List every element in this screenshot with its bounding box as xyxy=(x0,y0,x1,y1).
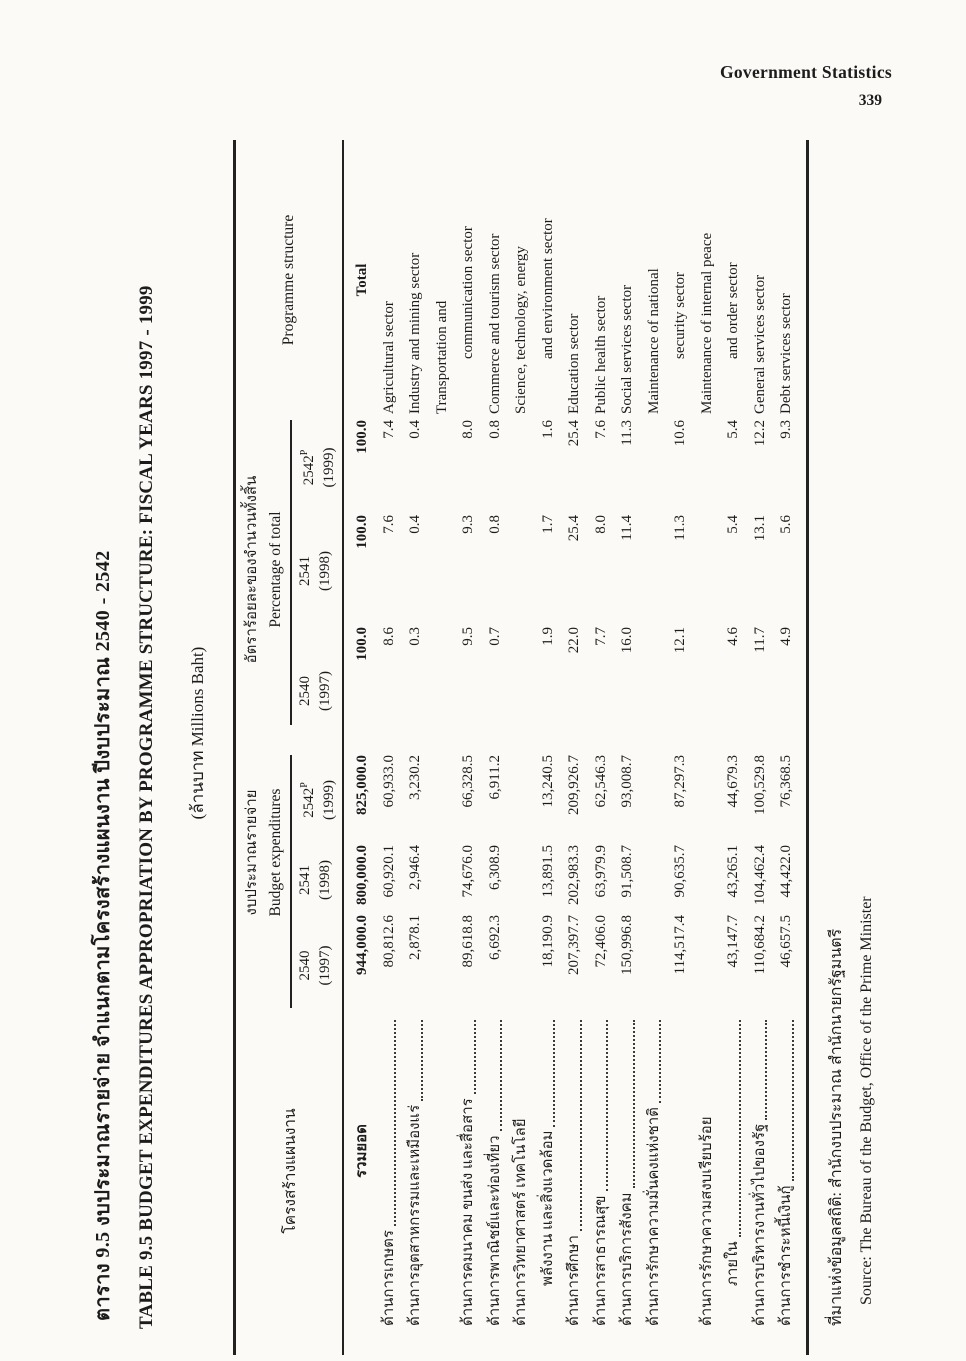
value-cell: 0.8 xyxy=(486,515,503,534)
source-note-english: Source: The Bureau of the Budget, Office of the Prime Minister xyxy=(858,896,875,1305)
row-label-thai xyxy=(349,1016,376,1326)
value-cell: 6,911.2 xyxy=(486,755,503,800)
value-cell: 0.4 xyxy=(407,420,423,439)
dotted-leader xyxy=(421,1020,423,1101)
table-row xyxy=(641,140,668,1326)
group-header-thai: อัตราร้อยละของจำนวนทั้งสิ้น xyxy=(244,475,260,664)
row-label-english: Maintenance of internal peace xyxy=(698,232,715,414)
value-cell: 5.4 xyxy=(725,515,741,534)
group-underline-rule xyxy=(290,420,292,725)
value-cell: 60,920.1 xyxy=(380,845,397,898)
value-cell: 0.4 xyxy=(407,515,423,534)
group-header-english: Budget expenditures xyxy=(267,788,284,917)
value-cell: 76,368.5 xyxy=(778,755,794,808)
value-cell: 9.5 xyxy=(460,627,476,646)
value-cell: 7.6 xyxy=(592,420,609,439)
column-group-budget-expenditures xyxy=(236,755,342,1016)
table-title-english: TABLE 9.5 BUDGET EXPENDITURES APPROPRIATION BY PROGRAMME STRUCTURE: FISCAL YEARS 1997 - 1999 xyxy=(136,285,157,1329)
dotted-leader xyxy=(580,1020,582,1231)
value-cell: 13,891.5 xyxy=(539,845,556,898)
value-cell xyxy=(508,627,535,755)
value-cell: 10.6 xyxy=(672,420,688,447)
value-cell: 66,328.5 xyxy=(460,755,476,808)
value-cell: 2,946.4 xyxy=(407,845,423,890)
value-cell: 114,517.4 xyxy=(672,915,688,975)
value-cell: 74,676.0 xyxy=(460,845,476,898)
row-label-thai-text: ด้านการพาณิชย์และท่องเที่ยว xyxy=(486,1135,503,1326)
row-label-thai-text: ด้านการชำระหนี้เงินกู้ xyxy=(778,1185,794,1326)
value-cell: 100.0 xyxy=(354,515,370,549)
dotted-leader xyxy=(633,1020,635,1188)
value-cell: 2,878.1 xyxy=(407,915,423,960)
value-cell: 6,692.3 xyxy=(486,915,503,960)
value-cell: 11.4 xyxy=(619,515,635,541)
table-row xyxy=(720,140,747,1326)
value-cell xyxy=(694,420,721,515)
value-cell: 62,546.3 xyxy=(592,755,609,808)
value-cell xyxy=(508,755,535,845)
table-row xyxy=(561,140,588,1326)
row-label-english: General services sector xyxy=(751,274,768,414)
value-cell: 8.0 xyxy=(592,515,609,534)
value-cell: 43,147.7 xyxy=(725,915,741,968)
row-label-thai xyxy=(402,1016,429,1326)
row-label-thai-text: ด้านการบริการสังคม xyxy=(619,1192,635,1326)
value-cell xyxy=(641,915,668,1016)
value-cell: 825,000.0 xyxy=(354,755,370,815)
value-cell xyxy=(694,515,721,627)
value-cell: 800,000.0 xyxy=(354,845,370,905)
value-cell xyxy=(429,755,456,845)
row-label-english: and order sector xyxy=(725,262,741,359)
row-label-english: Debt services sector xyxy=(778,293,794,414)
row-label-thai xyxy=(455,1016,482,1326)
table-row xyxy=(508,140,535,1326)
table-header xyxy=(236,140,342,1326)
group-header-english: Percentage of total xyxy=(267,511,284,628)
value-cell: 12.2 xyxy=(751,420,768,447)
row-label-thai-text: ด้านการบริหารงานทั่วไปของรัฐ xyxy=(751,1123,768,1326)
value-cell xyxy=(641,627,668,755)
value-cell: 4.9 xyxy=(778,627,794,646)
value-cell: 209,926.7 xyxy=(566,755,582,815)
value-cell: 110,684.2 xyxy=(751,915,768,975)
value-cell xyxy=(641,845,668,915)
table-row xyxy=(588,140,615,1326)
table-bottom-rule xyxy=(806,140,809,1355)
row-label-english: Social services sector xyxy=(619,284,635,414)
table-top-rule xyxy=(233,140,236,1355)
row-label-thai-text: ด้านการวิทยาศาสตร์ เทคโนโลยี xyxy=(513,1118,529,1326)
dotted-leader xyxy=(553,1020,555,1127)
year-column-header: $2542^P$ (1999) xyxy=(298,447,337,488)
row-label-thai xyxy=(720,1016,747,1326)
header-separator-rule xyxy=(342,140,344,1355)
value-cell: 11.3 xyxy=(619,420,635,446)
row-label-english: Industry and mining sector xyxy=(407,252,423,414)
value-cell: 80,812.6 xyxy=(380,915,397,968)
value-cell: 207,397.7 xyxy=(566,915,582,975)
value-cell: 1.7 xyxy=(539,515,556,534)
value-cell: 100,529.8 xyxy=(751,755,768,815)
row-label-thai xyxy=(535,1016,562,1326)
row-label-thai-text: ด้านการเกษตร xyxy=(380,1230,397,1326)
row-label-thai-text: ด้านการสาธารณสุข xyxy=(592,1195,609,1326)
value-cell: 4.6 xyxy=(725,627,741,646)
unit-subtitle: (ล้านบาท Millions Baht) xyxy=(188,646,207,820)
value-cell: 13,240.5 xyxy=(539,755,556,808)
table-row xyxy=(349,140,376,1326)
value-cell xyxy=(508,915,535,1016)
value-cell: 44,679.3 xyxy=(725,755,741,808)
value-cell: 7.4 xyxy=(380,420,397,439)
value-cell xyxy=(694,915,721,1016)
year-column-header: 2541 (1998) xyxy=(296,860,333,900)
row-label-english: Science, technology, energy xyxy=(513,246,529,414)
row-label-thai-text: ด้านการรักษาความมั่นคงแห่งชาติ xyxy=(645,1107,662,1326)
row-label-thai xyxy=(641,1016,668,1326)
year-header-row xyxy=(295,420,339,755)
running-head-title: Government Statistics xyxy=(719,62,892,82)
value-cell: 100.0 xyxy=(354,420,370,454)
year-column-header: 2540 (1997) xyxy=(296,945,333,986)
value-cell xyxy=(508,420,535,515)
row-label-thai-text: ด้านการอุตสาหกรรมและเหมืองแร่ xyxy=(407,1104,423,1326)
row-label-english: communication sector xyxy=(460,226,476,359)
column-header-programme-structure-thai: โครงสร้างแผนงาน xyxy=(281,1108,299,1234)
row-label-english: and environment sector xyxy=(539,218,556,359)
dotted-leader xyxy=(739,1020,741,1237)
value-cell: 60,933.0 xyxy=(380,755,397,808)
group-underline-rule xyxy=(290,755,292,1008)
value-cell: 1.9 xyxy=(539,627,556,646)
table-row xyxy=(773,140,800,1326)
table-row xyxy=(376,140,403,1326)
value-cell xyxy=(429,515,456,627)
table-body xyxy=(349,140,800,1326)
row-label-thai-text: ด้านการรักษาความสงบเรียบร้อย xyxy=(698,1116,715,1326)
row-label-thai-text: ภายใน xyxy=(725,1241,741,1286)
year-header-row xyxy=(295,755,339,1016)
value-cell: 104,462.4 xyxy=(751,845,768,905)
value-cell xyxy=(429,915,456,1016)
row-label-thai xyxy=(376,1016,403,1326)
table-row xyxy=(455,140,482,1326)
row-label-english: Maintenance of national xyxy=(645,268,662,414)
value-cell: 46,657.5 xyxy=(778,915,794,968)
row-label-english: Education sector xyxy=(566,313,582,414)
value-cell: 22.0 xyxy=(566,627,582,654)
value-cell: 9.3 xyxy=(778,420,794,439)
running-head xyxy=(720,62,892,110)
dotted-leader xyxy=(659,1020,661,1103)
value-cell: 43,265.1 xyxy=(725,845,741,898)
value-cell: 7.7 xyxy=(592,627,609,646)
value-cell: 944,000.0 xyxy=(354,915,370,975)
value-cell xyxy=(429,845,456,915)
row-label-thai xyxy=(614,1016,641,1326)
dotted-leader xyxy=(606,1020,608,1191)
value-cell: 87,297.3 xyxy=(672,755,688,808)
value-cell: 0.8 xyxy=(486,420,503,439)
year-column-header: 2541 (1998) xyxy=(296,551,333,591)
table-title-thai: ตาราง 9.5 งบประมาณรายจ่าย จำแนกตามโครงสร้างแผนงาน ปีงบประมาณ 2540 - 2542 xyxy=(92,550,114,1321)
value-cell: 6,308.9 xyxy=(486,845,503,890)
value-cell xyxy=(641,755,668,845)
row-label-thai-text: รวมยอด xyxy=(354,1124,370,1178)
value-cell: 11.3 xyxy=(672,515,688,541)
value-cell: 18,190.9 xyxy=(539,915,556,968)
value-cell xyxy=(641,420,668,515)
value-cell: 100.0 xyxy=(354,627,370,661)
column-header-programme-structure-english: Programme structure xyxy=(280,214,297,346)
dotted-leader xyxy=(765,1020,767,1120)
row-label-thai xyxy=(588,1016,615,1326)
dotted-leader xyxy=(500,1020,502,1131)
table-row xyxy=(429,140,456,1326)
source-note-thai: ที่มาแห่งข้อมูลสถิติ: สำนักงบประมาณ สำนักนายกรัฐมนตรี xyxy=(828,928,845,1326)
value-cell: 0.7 xyxy=(486,627,503,646)
value-cell: 11.7 xyxy=(751,627,768,653)
value-cell: 3,230.2 xyxy=(407,755,423,800)
row-label-thai xyxy=(508,1016,535,1326)
value-cell xyxy=(508,515,535,627)
value-cell: 25.4 xyxy=(566,420,582,447)
column-group-percentage-of-total xyxy=(236,420,342,755)
value-cell: 93,008.7 xyxy=(619,755,635,808)
table-row xyxy=(535,140,562,1326)
value-cell: 13.1 xyxy=(751,515,768,542)
group-header-thai: งบประมาณรายจ่าย xyxy=(244,789,260,916)
value-cell xyxy=(429,627,456,755)
value-cell xyxy=(429,420,456,515)
value-cell: 89,618.8 xyxy=(460,915,476,968)
value-cell: 8.6 xyxy=(380,627,397,646)
value-cell xyxy=(641,515,668,627)
value-cell: 202,983.3 xyxy=(566,845,582,905)
page-number: 339 xyxy=(858,92,882,109)
table-row xyxy=(402,140,429,1326)
row-label-thai xyxy=(561,1016,588,1326)
value-cell: 150,996.8 xyxy=(619,915,635,975)
value-cell xyxy=(694,845,721,915)
row-label-thai xyxy=(429,1016,456,1326)
value-cell xyxy=(694,627,721,755)
value-cell: 90,635.7 xyxy=(672,845,688,898)
value-cell: 8.0 xyxy=(460,420,476,439)
table-row xyxy=(747,140,774,1326)
row-label-english: Agricultural sector xyxy=(380,301,397,414)
value-cell: 7.6 xyxy=(380,515,397,534)
value-cell: 91,508.7 xyxy=(619,845,635,898)
year-column-header: 2540 (1997) xyxy=(296,671,333,711)
value-cell: 16.0 xyxy=(619,627,635,654)
value-cell: 1.6 xyxy=(539,420,556,439)
year-column-header: $2542^P$ (1999) xyxy=(298,780,337,820)
row-label-thai xyxy=(667,1016,694,1326)
value-cell: 72,406.0 xyxy=(592,915,609,968)
value-cell: 0.3 xyxy=(407,627,423,646)
row-label-english: security sector xyxy=(672,271,688,359)
table-row xyxy=(482,140,509,1326)
row-label-thai xyxy=(694,1016,721,1326)
table-row xyxy=(694,140,721,1326)
row-label-thai-text: ด้านการศึกษา xyxy=(566,1235,582,1326)
value-cell: 5.6 xyxy=(778,515,794,534)
value-cell: 9.3 xyxy=(460,515,476,534)
value-cell: 25.4 xyxy=(566,515,582,542)
statistics-table xyxy=(233,140,809,1326)
row-label-english: Public health sector xyxy=(592,295,609,414)
row-label-thai xyxy=(482,1016,509,1326)
row-label-thai xyxy=(747,1016,774,1326)
row-label-thai-text: พลังงาน และสิ่งแวดล้อม xyxy=(539,1130,556,1286)
value-cell: 63,979.9 xyxy=(592,845,609,898)
dotted-leader xyxy=(792,1020,794,1181)
row-label-english: Commerce and tourism sector xyxy=(486,233,503,414)
value-cell xyxy=(508,845,535,915)
dotted-leader xyxy=(394,1020,396,1226)
row-label-english: Transportation and xyxy=(433,300,450,414)
value-cell xyxy=(694,755,721,845)
table-row xyxy=(667,140,694,1326)
row-label-english: Total xyxy=(354,263,370,297)
value-cell: 12.1 xyxy=(672,627,688,654)
value-cell: 5.4 xyxy=(725,420,741,439)
value-cell: 44,422.0 xyxy=(778,845,794,898)
dotted-leader xyxy=(474,1020,476,1094)
row-label-thai xyxy=(773,1016,800,1326)
row-label-thai-text: ด้านการคมนาคม ขนส่ง และสื่อสาร xyxy=(460,1098,476,1326)
table-row xyxy=(614,140,641,1326)
